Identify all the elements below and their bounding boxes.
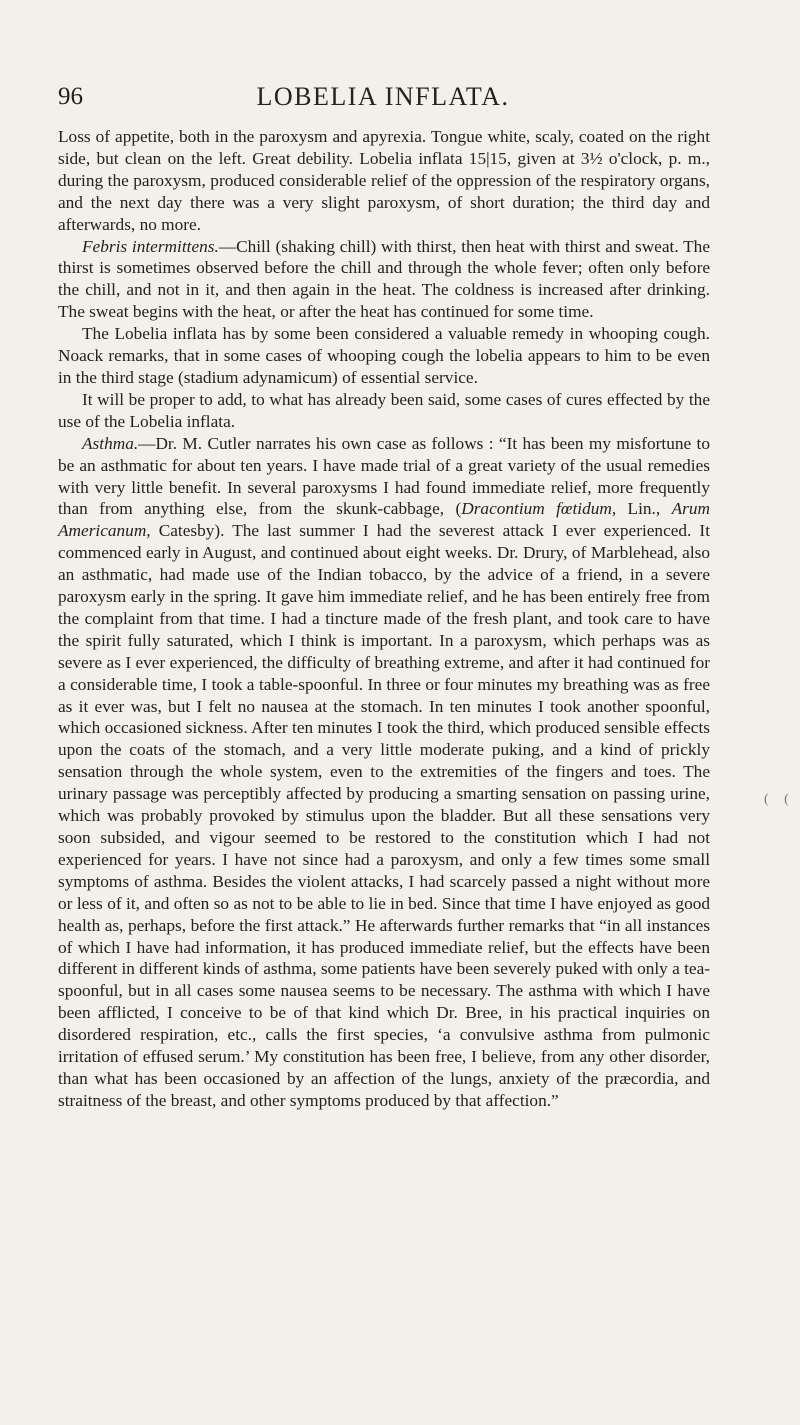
margin-mark: ( ( bbox=[764, 792, 795, 807]
italic-dracontium: Dracontium fœtidum, bbox=[461, 499, 617, 519]
paragraph-febris-text: —Chill (shaking chill) with thirst, then heat with thirst and sweat. The thirst is sometimes observed before the chill and through the whole fever; often only before the chill, and not in it, and then again in the heat. The coldness is increased after drinking. The sweat begins with the heat, or after the heat has continued for some time. bbox=[58, 236, 710, 322]
page-header bbox=[58, 82, 708, 122]
paragraph-asthma bbox=[58, 433, 710, 1112]
term-febris-intermittens: Febris intermittens. bbox=[82, 236, 219, 256]
paragraph-appetite: Loss of appetite, both in the paroxysm and apyrexia. Tongue white, scaly, coated on the right side, but clean on the left. Great debility. Lobelia inflata 15|15, given at 3½ o'clock, p. m., during the paroxysm, produced considerable relief of the oppression of the respiratory organs, and the next day there was a very slight paroxysm, of short duration; the third day and afterwards, no more. bbox=[58, 127, 710, 234]
term-asthma: Asthma. bbox=[82, 433, 139, 453]
paragraph-cases-intro: It will be proper to add, to what has already been said, some cases of cures effected by the use of the Lobelia inflata. bbox=[58, 389, 710, 431]
asthma-text-part-a: —Dr. M. Cutler narrates his own case as follows : “It has been my misfortune to be an asthmatic for about ten years. I have made trial of a great variety of the usual remedies with very little benefit. In several paroxysms I had found immediate relief, more frequently than from anything else, from the skunk-cabbage, ( bbox=[58, 433, 710, 519]
running-title: LOBELIA INFLATA. bbox=[256, 82, 510, 111]
paragraph-febris bbox=[58, 236, 710, 324]
italic-arum: Arum Americanum, bbox=[58, 499, 710, 541]
asthma-text-part-b: Lin., bbox=[616, 499, 672, 519]
paragraph-whooping-cough: The Lobelia inflata has by some been considered a valuable remedy in whooping cough. Noack remarks, that in some cases of whooping cough the lobelia appears to him to be even in the third stage (stadium adynamicum) of essential service. bbox=[58, 324, 710, 387]
body-text bbox=[58, 126, 710, 1112]
page-number: 96 bbox=[58, 83, 83, 110]
asthma-text-part-c: Catesby). The last summer I had the severest attack I ever experienced. It commenced early in August, and continued about eight weeks. Dr. Drury, of Marblehead, also an asthmatic, had made use of the Indian tobacco, by the advice of a friend, in a severe paroxysm early in the spring. It gave him immediate relief, and he has been entirely free from the complaint from that time. I had a tincture made of the fresh plant, and took care to have the spirit fully saturated, which I think is important. In a paroxysm, which perhaps was as severe as I ever experienced, the difficulty of breathing extreme, and after it had continued for a considerable time, I took a table-spoonful. In three or four minutes my breathing was as free as it ever was, but I felt no nausea at the stomach. In ten minutes I took another spoonful, which occasioned sickness. After ten minutes I took the third, which produced sensible effects upon the coats of the stomach, and a very little moderate puking, and a kind of prickly sensation through the whole system, even to the extremities of the fingers and toes. The urinary passage was perceptibly affected by producing a smarting sensation on passing urine, which was probably provoked by stimulus upon the bladder. But all these sensations very soon subsided, and vigour seemed to be restored to the constitution which I had not experienced for years. I have not since had a paroxysm, and only a few times some small symptoms of asthma. Besides the violent attacks, I had scarcely passed a night without more or less of it, and often so as not to be able to lie in bed. Since that time I have enjoyed as good health as, perhaps, before the first attack.” He afterwards further remarks that “in all instances of which I have had information, it has produced immediate relief, but the effects have been different in different kinds of asthma, some patients have been severely puked with only a tea-spoonful, but in all cases some nausea seems to be necessary. The asthma with which I have been afflicted, I conceive to be of that kind which Dr. Bree, in his practical inquiries on disordered respiration, etc., calls the first species, ‘a convulsive asthma from pulmonic irritation of effused serum.’ My constitution has been free, I believe, from any other disorder, than what has been occasioned by an affection of the lungs, anxiety of the præcordia, and straitness of the breast, and other symptoms produced by that affection.” bbox=[58, 521, 711, 1110]
